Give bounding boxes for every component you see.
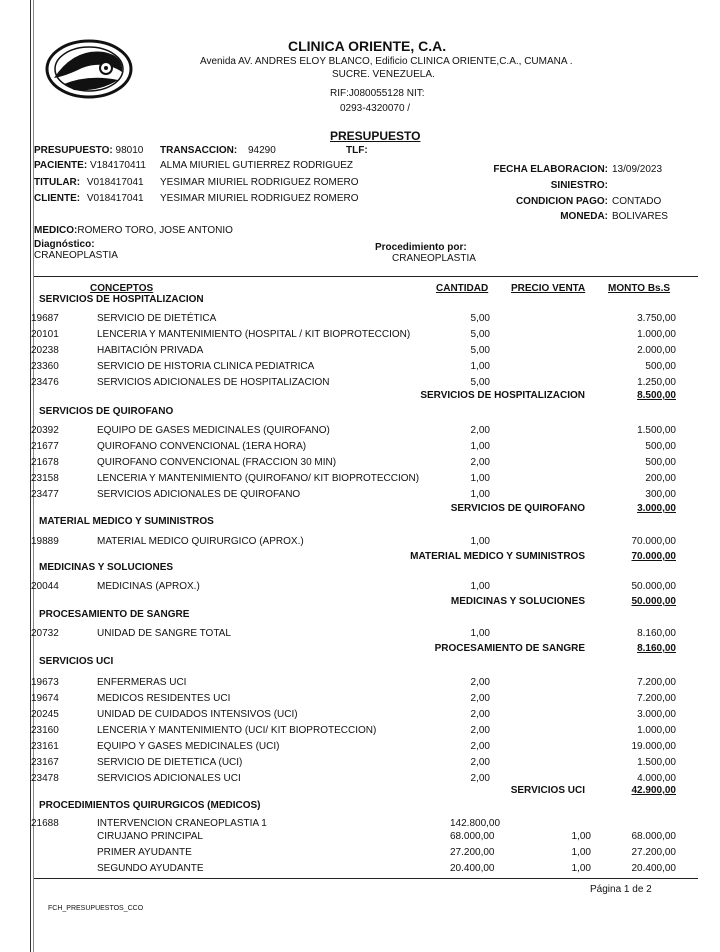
section-subtotal-amount: 8.500,00: [637, 390, 676, 401]
table-row: [0, 741, 720, 754]
item-amount: 200,00: [645, 473, 676, 484]
item-amount: 500,00: [645, 361, 676, 372]
procedure-role-quantity: 20.400,00: [450, 863, 495, 874]
item-description: LENCERIA Y MANTENIMIENTO (HOSPITAL / KIT BIOPROTECCION): [97, 329, 411, 340]
item-code: 23476: [31, 377, 59, 388]
clinic-address-1: Avenida AV. ANDRES ELOY BLANCO, Edificio CLINICA ORIENTE,C.A., CUMANA .: [200, 56, 573, 67]
item-quantity: 1,00: [470, 489, 490, 500]
item-description: MATERIAL MEDICO QUIRURGICO (APROX.): [97, 536, 304, 547]
section-title: MATERIAL MEDICO Y SUMINISTROS: [39, 516, 214, 527]
transaccion-value: 94290: [248, 145, 276, 156]
item-quantity: 2,00: [470, 757, 490, 768]
procedure-description: INTERVENCION CRANEOPLASTIA 1: [97, 818, 267, 829]
section-subtotal-label: MEDICINAS Y SOLUCIONES: [450, 596, 585, 607]
item-quantity: 5,00: [470, 345, 490, 356]
medico-field: [34, 225, 233, 236]
item-quantity: 1,00: [470, 628, 490, 639]
item-quantity: 1,00: [470, 536, 490, 547]
item-description: SERVICIOS ADICIONALES DE QUIROFANO: [97, 489, 301, 500]
section-subtotal-label: SERVICIOS DE HOSPITALIZACION: [420, 390, 585, 401]
col-monto: MONTO Bs.S: [608, 283, 671, 294]
item-description: QUIROFANO CONVENCIONAL (FRACCION 30 MIN): [97, 457, 337, 468]
medico-value: ROMERO TORO, JOSE ANTONIO: [77, 225, 233, 236]
presupuesto-value: 98010: [115, 145, 144, 156]
clinic-address-2: SUCRE. VENEZUELA.: [332, 69, 435, 80]
item-amount: 3.000,00: [637, 709, 676, 720]
tlf-label: TLF:: [346, 145, 368, 156]
col-conceptos: CONCEPTOS: [90, 283, 154, 294]
item-description: SERVICIO DE HISTORIA CLINICA PEDIATRICA: [97, 361, 315, 372]
section-subtotal-label: MATERIAL MEDICO Y SUMINISTROS: [410, 551, 585, 562]
procedimiento-label: Procedimiento por:: [375, 242, 467, 253]
section-title: SERVICIOS DE QUIROFANO: [39, 406, 174, 417]
section-subtotal-label: SERVICIOS UCI: [510, 785, 585, 796]
item-code: 19673: [31, 677, 59, 688]
item-description: UNIDAD DE CUIDADOS INTENSIVOS (UCI): [97, 709, 298, 720]
clinic-name: CLINICA ORIENTE, C.A.: [288, 38, 447, 54]
procedure-role: PRIMER AYUDANTE: [97, 847, 192, 858]
procedure-role-amount: 68.000,00: [631, 831, 676, 842]
table-row: [0, 345, 720, 358]
titular-name: YESIMAR MIURIEL RODRIGUEZ ROMERO: [160, 177, 359, 188]
clinic-rif: RIF:J080055128 NIT:: [330, 88, 425, 99]
table-row: [0, 441, 720, 454]
procedure-row: [0, 831, 720, 844]
item-amount: 4.000,00: [637, 773, 676, 784]
item-description: UNIDAD DE SANGRE TOTAL: [97, 628, 231, 639]
section-subtotal-amount: 42.900,00: [631, 785, 676, 796]
table-row: [0, 628, 720, 641]
section-subtotal-amount: 3.000,00: [637, 503, 676, 514]
presupuesto-label: PRESUPUESTO:: [34, 145, 113, 156]
item-amount: 2.000,00: [637, 345, 676, 356]
item-quantity: 1,00: [470, 441, 490, 452]
item-quantity: 2,00: [470, 457, 490, 468]
procedure-role-amount: 27.200,00: [631, 847, 676, 858]
cliente-id: V018417041: [86, 193, 144, 204]
procedure-role-price: 1,00: [571, 863, 591, 874]
item-code: 23158: [31, 473, 59, 484]
section-title: SERVICIOS UCI: [39, 656, 114, 667]
section-subtotal-amount: 70.000,00: [631, 551, 676, 562]
table-row: [0, 329, 720, 342]
item-quantity: 5,00: [470, 329, 490, 340]
item-amount: 1.250,00: [637, 377, 676, 388]
table-row: [0, 489, 720, 502]
item-code: 20392: [31, 425, 59, 436]
item-code: 20732: [31, 628, 59, 639]
item-description: EQUIPO DE GASES MEDICINALES (QUIROFANO): [97, 425, 330, 436]
item-amount: 8.160,00: [637, 628, 676, 639]
item-quantity: 2,00: [470, 725, 490, 736]
paciente-field: [34, 160, 146, 171]
item-amount: 1.500,00: [637, 757, 676, 768]
procedure-role: SEGUNDO AYUDANTE: [97, 863, 204, 874]
procedure-row: [0, 863, 720, 876]
item-description: LENCERIA Y MANTENIMIENTO (QUIROFANO/ KIT BIOPROTECCION): [97, 473, 420, 484]
item-code: 19889: [31, 536, 59, 547]
section-subtotal-amount: 50.000,00: [631, 596, 676, 607]
section-subtotal-label: SERVICIOS DE QUIROFANO: [450, 503, 585, 514]
titular-id: V018417041: [86, 177, 144, 188]
table-row: [0, 457, 720, 470]
item-amount: 7.200,00: [637, 677, 676, 688]
item-code: 21677: [31, 441, 59, 452]
cliente-label: CLIENTE:: [34, 193, 81, 204]
item-code: 20238: [31, 345, 59, 356]
item-code: 21678: [31, 457, 59, 468]
item-description: LENCERIA Y MANTENIMIENTO (UCI/ KIT BIOPROTECCION): [97, 725, 377, 736]
header-divider: [34, 276, 698, 277]
footer-divider: [34, 878, 698, 879]
item-code: 19687: [31, 313, 59, 324]
item-code: 23167: [31, 757, 59, 768]
item-code: 20101: [31, 329, 59, 340]
procedure-role-quantity: 27.200,00: [450, 847, 495, 858]
table-row: [0, 361, 720, 374]
item-description: SERVICIO DE DIETETICA (UCI): [97, 757, 243, 768]
procedure-quantity: 142.800,00: [450, 818, 501, 829]
titular-label: TITULAR:: [34, 177, 81, 188]
item-description: HABITACIÓN PRIVADA: [97, 345, 204, 356]
procedures-title: PROCEDIMIENTOS QUIRURGICOS (MEDICOS): [39, 800, 261, 811]
item-description: MEDICOS RESIDENTES UCI: [97, 693, 231, 704]
table-row: [0, 473, 720, 486]
item-amount: 500,00: [645, 457, 676, 468]
item-code: 20044: [31, 581, 59, 592]
procedure-code: 21688: [31, 818, 59, 829]
diagnostico-value: CRANEOPLASTIA: [34, 250, 118, 261]
item-quantity: 1,00: [470, 361, 490, 372]
table-row: [0, 581, 720, 594]
item-quantity: 2,00: [470, 741, 490, 752]
item-amount: 50.000,00: [631, 581, 676, 592]
item-description: SERVICIOS ADICIONALES DE HOSPITALIZACION: [97, 377, 330, 388]
item-amount: 7.200,00: [637, 693, 676, 704]
item-code: 23477: [31, 489, 59, 500]
item-description: SERVICIOS ADICIONALES UCI: [97, 773, 241, 784]
titular-field: [34, 177, 144, 188]
table-row: [0, 725, 720, 738]
item-quantity: 1,00: [470, 473, 490, 484]
item-quantity: 2,00: [470, 677, 490, 688]
table-row: [0, 677, 720, 690]
item-description: QUIROFANO CONVENCIONAL (1ERA HORA): [97, 441, 307, 452]
item-description: MEDICINAS (APROX.): [97, 581, 200, 592]
item-quantity: 2,00: [470, 709, 490, 720]
section-title: PROCESAMIENTO DE SANGRE: [39, 609, 190, 620]
siniestro-label: SINIESTRO:: [550, 180, 608, 191]
document-title: PRESUPUESTO: [330, 129, 421, 143]
table-row: [0, 693, 720, 706]
item-amount: 19.000,00: [631, 741, 676, 752]
procedimiento-value: CRANEOPLASTIA: [392, 253, 476, 264]
item-amount: 500,00: [645, 441, 676, 452]
procedure-role: CIRUJANO PRINCIPAL: [97, 831, 203, 842]
item-description: SERVICIO DE DIETÉTICA: [97, 313, 217, 324]
procedure-role-price: 1,00: [571, 847, 591, 858]
section-title: SERVICIOS DE HOSPITALIZACION: [39, 294, 204, 305]
clinic-phone: 0293-4320070 /: [340, 103, 411, 114]
item-amount: 1.500,00: [637, 425, 676, 436]
item-code: 19674: [31, 693, 59, 704]
col-precio-venta: PRECIO VENTA: [511, 283, 586, 294]
paciente-name: ALMA MIURIEL GUTIERREZ RODRIGUEZ: [160, 160, 353, 171]
item-amount: 3.750,00: [637, 313, 676, 324]
medico-label: MEDICO:: [34, 225, 78, 236]
item-amount: 1.000,00: [637, 329, 676, 340]
table-row: [0, 313, 720, 326]
diagnostico-label: Diagnóstico:: [34, 239, 95, 250]
item-amount: 1.000,00: [637, 725, 676, 736]
page-number: Página 1 de 2: [590, 884, 652, 895]
procedure-role-amount: 20.400,00: [631, 863, 676, 874]
table-row: [0, 709, 720, 722]
procedure-role-price: 1,00: [571, 831, 591, 842]
clinic-logo-icon: [44, 38, 134, 100]
item-amount: 70.000,00: [631, 536, 676, 547]
condicion-label: CONDICION PAGO:: [515, 196, 608, 207]
item-code: 20245: [31, 709, 59, 720]
item-quantity: 2,00: [470, 693, 490, 704]
procedure-row: [0, 847, 720, 860]
item-quantity: 5,00: [470, 313, 490, 324]
condicion-value: CONTADO: [612, 196, 662, 207]
paciente-label: PACIENTE:: [34, 160, 88, 171]
table-row: [0, 425, 720, 438]
transaccion-field: [160, 145, 276, 156]
item-description: ENFERMERAS UCI: [97, 677, 187, 688]
transaccion-label: TRANSACCION:: [160, 145, 238, 156]
item-description: EQUIPO Y GASES MEDICINALES (UCI): [97, 741, 280, 752]
moneda-label: MONEDA:: [560, 211, 608, 222]
item-quantity: 2,00: [470, 773, 490, 784]
moneda-value: BOLIVARES: [612, 211, 668, 222]
cliente-name: YESIMAR MIURIEL RODRIGUEZ ROMERO: [160, 193, 359, 204]
section-title: MEDICINAS Y SOLUCIONES: [39, 562, 174, 573]
section-subtotal-label: PROCESAMIENTO DE SANGRE: [434, 643, 585, 654]
section-subtotal-amount: 8.160,00: [637, 643, 676, 654]
procedure-role-quantity: 68.000,00: [450, 831, 495, 842]
item-quantity: 5,00: [470, 377, 490, 388]
col-cantidad: CANTIDAD: [436, 283, 489, 294]
item-code: 23360: [31, 361, 59, 372]
form-code: FCH_PRESUPUESTOS_CCO: [48, 905, 144, 912]
presupuesto-field: [34, 145, 143, 156]
table-row: [0, 536, 720, 549]
table-row: [0, 377, 720, 390]
cliente-field: [34, 193, 144, 204]
item-code: 23160: [31, 725, 59, 736]
fecha-value: 13/09/2023: [612, 164, 663, 175]
table-row: [0, 757, 720, 770]
item-quantity: 1,00: [470, 581, 490, 592]
item-amount: 300,00: [645, 489, 676, 500]
fecha-label: FECHA ELABORACION:: [493, 164, 608, 175]
procedure-main-row: [0, 818, 720, 831]
paciente-id: V184170411: [89, 160, 146, 171]
item-code: 23161: [31, 741, 59, 752]
item-code: 23478: [31, 773, 59, 784]
item-quantity: 2,00: [470, 425, 490, 436]
